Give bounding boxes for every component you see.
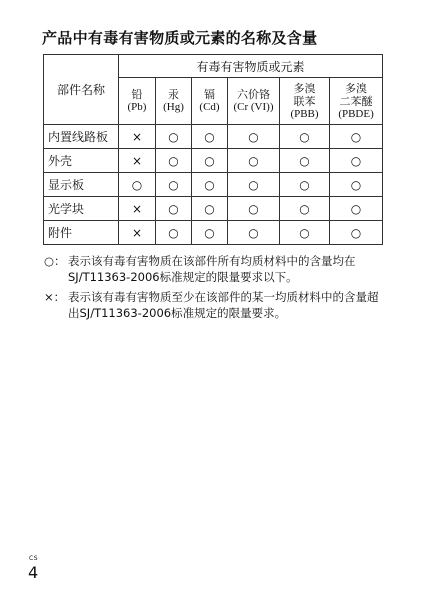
substance-name: 镉 xyxy=(204,88,215,101)
substance-status-cell: ○ xyxy=(156,173,192,197)
substance-status-cell: ○ xyxy=(156,125,192,149)
substance-status-cell: × xyxy=(119,197,156,221)
substance-status-cell: ○ xyxy=(228,125,280,149)
table-body xyxy=(44,125,383,245)
substance-status-cell: × xyxy=(119,149,156,173)
substance-status-cell: ○ xyxy=(156,149,192,173)
substance-status-cell: ○ xyxy=(280,149,330,173)
substance-status-cell: × xyxy=(119,125,156,149)
substance-status-cell: ○ xyxy=(192,125,228,149)
substance-name: 铅 xyxy=(131,88,143,101)
substance-name: 多溴 联苯 xyxy=(293,81,316,108)
substance-status-cell: ○ xyxy=(228,149,280,173)
substance-symbol: (Hg) xyxy=(163,101,184,113)
substance-name: 汞 xyxy=(168,88,179,101)
substance-status-cell: ○ xyxy=(330,197,383,221)
cross-symbol: ×： xyxy=(44,290,66,304)
language-code: CS xyxy=(29,555,38,562)
substance-status-cell: ○ xyxy=(156,197,192,221)
substance-status-cell: ○ xyxy=(192,149,228,173)
note-circle-text: 表示该有毒有害物质在该部件所有均质材料中的含量均在SJ/T11363-2006标准规定的限量要求以下。 xyxy=(68,254,356,284)
substance-status-cell: ○ xyxy=(330,221,383,245)
substance-status-cell: ○ xyxy=(330,125,383,149)
substance-header xyxy=(330,78,383,125)
substance-symbol: (PBB) xyxy=(290,107,319,120)
note-cross xyxy=(44,289,389,321)
page-title: 产品中有毒有害物质或元素的名称及含量 xyxy=(42,29,318,47)
substance-header xyxy=(192,78,228,125)
substance-symbol: (Cr (VI)) xyxy=(233,101,274,113)
substance-status-cell: ○ xyxy=(119,173,156,197)
part-name-cell: 显示板 xyxy=(44,173,119,197)
substance-symbol: (PBDE) xyxy=(338,107,374,120)
part-name-cell: 内置线路板 xyxy=(44,125,119,149)
table-row xyxy=(44,221,383,245)
table-row xyxy=(44,197,383,221)
substance-status-cell: ○ xyxy=(156,221,192,245)
note-circle xyxy=(44,253,389,285)
part-name-cell: 附件 xyxy=(44,221,119,245)
substance-status-cell: ○ xyxy=(280,221,330,245)
substance-symbol: (Cd) xyxy=(199,101,220,113)
substance-status-cell: ○ xyxy=(280,197,330,221)
hazardous-substance-table xyxy=(43,54,383,245)
part-name-header: 部件名称 xyxy=(44,55,119,125)
substance-status-cell: × xyxy=(119,221,156,245)
note-cross-text: 表示该有毒有害物质至少在该部件的某一均质材料中的含量超出SJ/T11363-2006标准规定的限量要求。 xyxy=(68,290,379,320)
table-row xyxy=(44,125,383,149)
substance-status-cell: ○ xyxy=(280,173,330,197)
substances-group-header: 有毒有害物质或元素 xyxy=(119,55,383,78)
substance-status-cell: ○ xyxy=(228,221,280,245)
part-name-cell: 光学块 xyxy=(44,197,119,221)
substance-name: 六价铬 xyxy=(237,88,270,101)
circle-symbol: ○： xyxy=(44,254,66,268)
substance-status-cell: ○ xyxy=(228,173,280,197)
part-name-cell: 外壳 xyxy=(44,149,119,173)
substance-status-cell: ○ xyxy=(228,197,280,221)
substance-header xyxy=(228,78,280,125)
substance-header xyxy=(119,78,156,125)
substance-status-cell: ○ xyxy=(330,173,383,197)
substance-status-cell: ○ xyxy=(192,221,228,245)
substance-header xyxy=(280,78,330,125)
substance-name: 多溴 二苯醚 xyxy=(339,81,373,108)
substance-status-cell: ○ xyxy=(280,125,330,149)
substance-status-cell: ○ xyxy=(192,173,228,197)
substance-status-cell: ○ xyxy=(192,197,228,221)
table-row xyxy=(44,173,383,197)
page-number: 4 xyxy=(28,563,39,582)
substance-symbol: (Pb) xyxy=(127,101,147,113)
substance-header xyxy=(156,78,192,125)
substance-status-cell: ○ xyxy=(330,149,383,173)
table-row xyxy=(44,149,383,173)
